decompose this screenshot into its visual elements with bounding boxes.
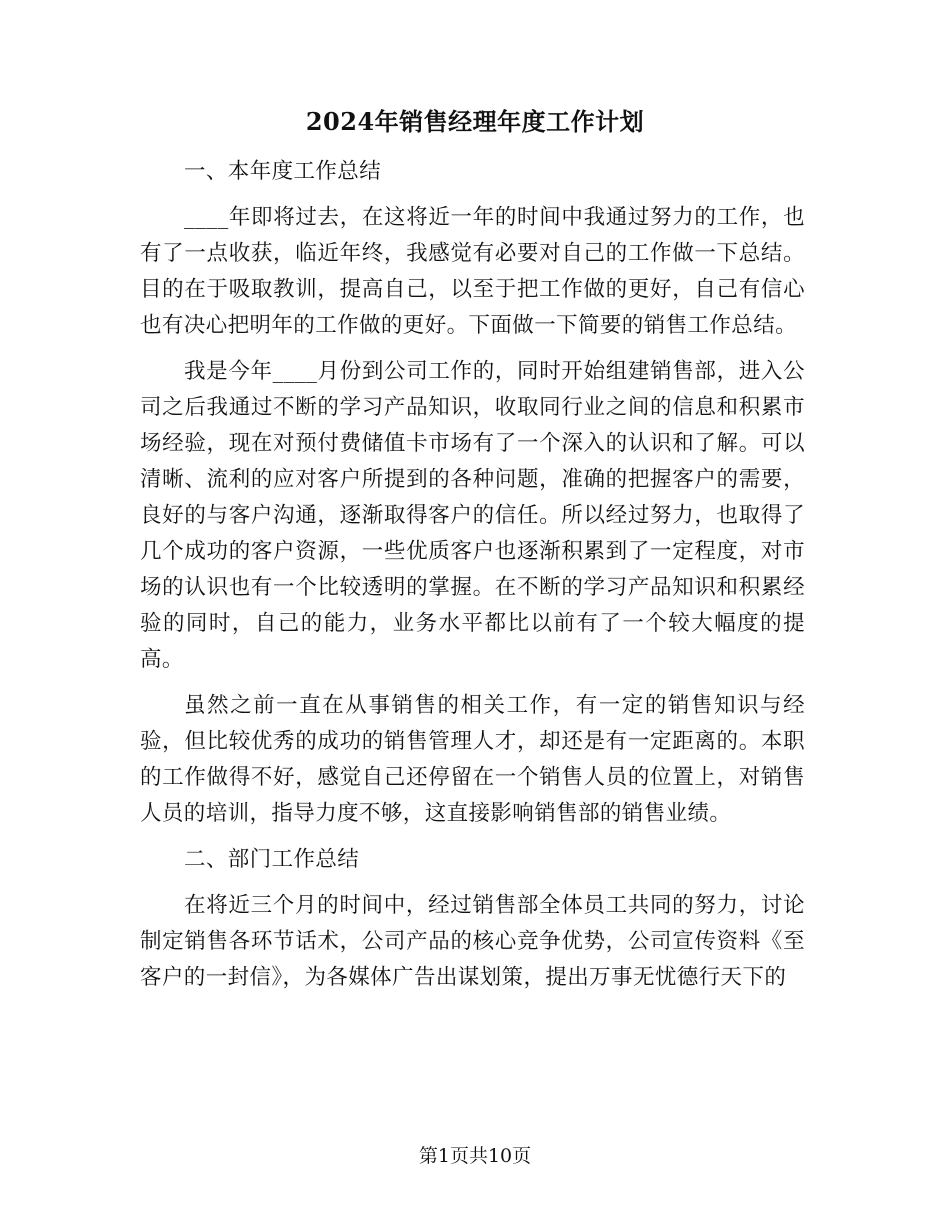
paragraph-experience: 我是今年____月份到公司工作的，同时开始组建销售部，进入公司之后我通过不断的学习产品知识，收取同行业之间的信息和积累市场经验，现在对预付费储值卡市场有了一个深入的认识和了解。可以清晰、流利的应对客户所提到的各种问题，准确的把握客户的需要，良好的与客户沟通，逐渐取得客户的信任。所以经过努力，也取得了几个成功的客户资源，一些优质客户也逐渐积累到了一定程度，对市场的认识也有一个比较透明的掌握。在不断的学习产品知识和积累经验的同时，自己的能力，业务水平都比以前有了一个较大幅度的提高。 <box>140 359 805 672</box>
paragraph-intro: ____年即将过去，在这将近一年的时间中我通过努力的工作，也有了一点收获，临近年终，我感觉有必要对自己的工作做一下总结。目的在于吸取教训，提高自己，以至于把工作做的更好，自己有信心也有决心把明年的工作做的更好。下面做一下简要的销售工作总结。 <box>140 205 805 338</box>
paragraph-shortcomings: 虽然之前一直在从事销售的相关工作，有一定的销售知识与经验，但比较优秀的成功的销售管理人才，却还是有一定距离的。本职的工作做得不好，感觉自己还停留在一个销售人员的位置上，对销售人员的培训，指导力度不够，这直接影响销售部的销售业绩。 <box>140 693 805 826</box>
section-heading-summary: 一、本年度工作总结 <box>184 159 382 184</box>
document-body <box>140 154 805 1006</box>
document-title: 2024年销售经理年度工作计划 <box>305 107 645 136</box>
paragraph-department: 在将近三个月的时间中，经过销售部全体员工共同的努力，讨论制定销售各环节话术，公司产品的核心竞争优势，公司宣传资料《至客户的一封信》，为各媒体广告出谋划策，提出万事无忧德行天下的 <box>140 893 805 990</box>
page-number: 第1页共10页 <box>418 1145 532 1167</box>
section-heading-department: 二、部门工作总结 <box>184 847 360 872</box>
